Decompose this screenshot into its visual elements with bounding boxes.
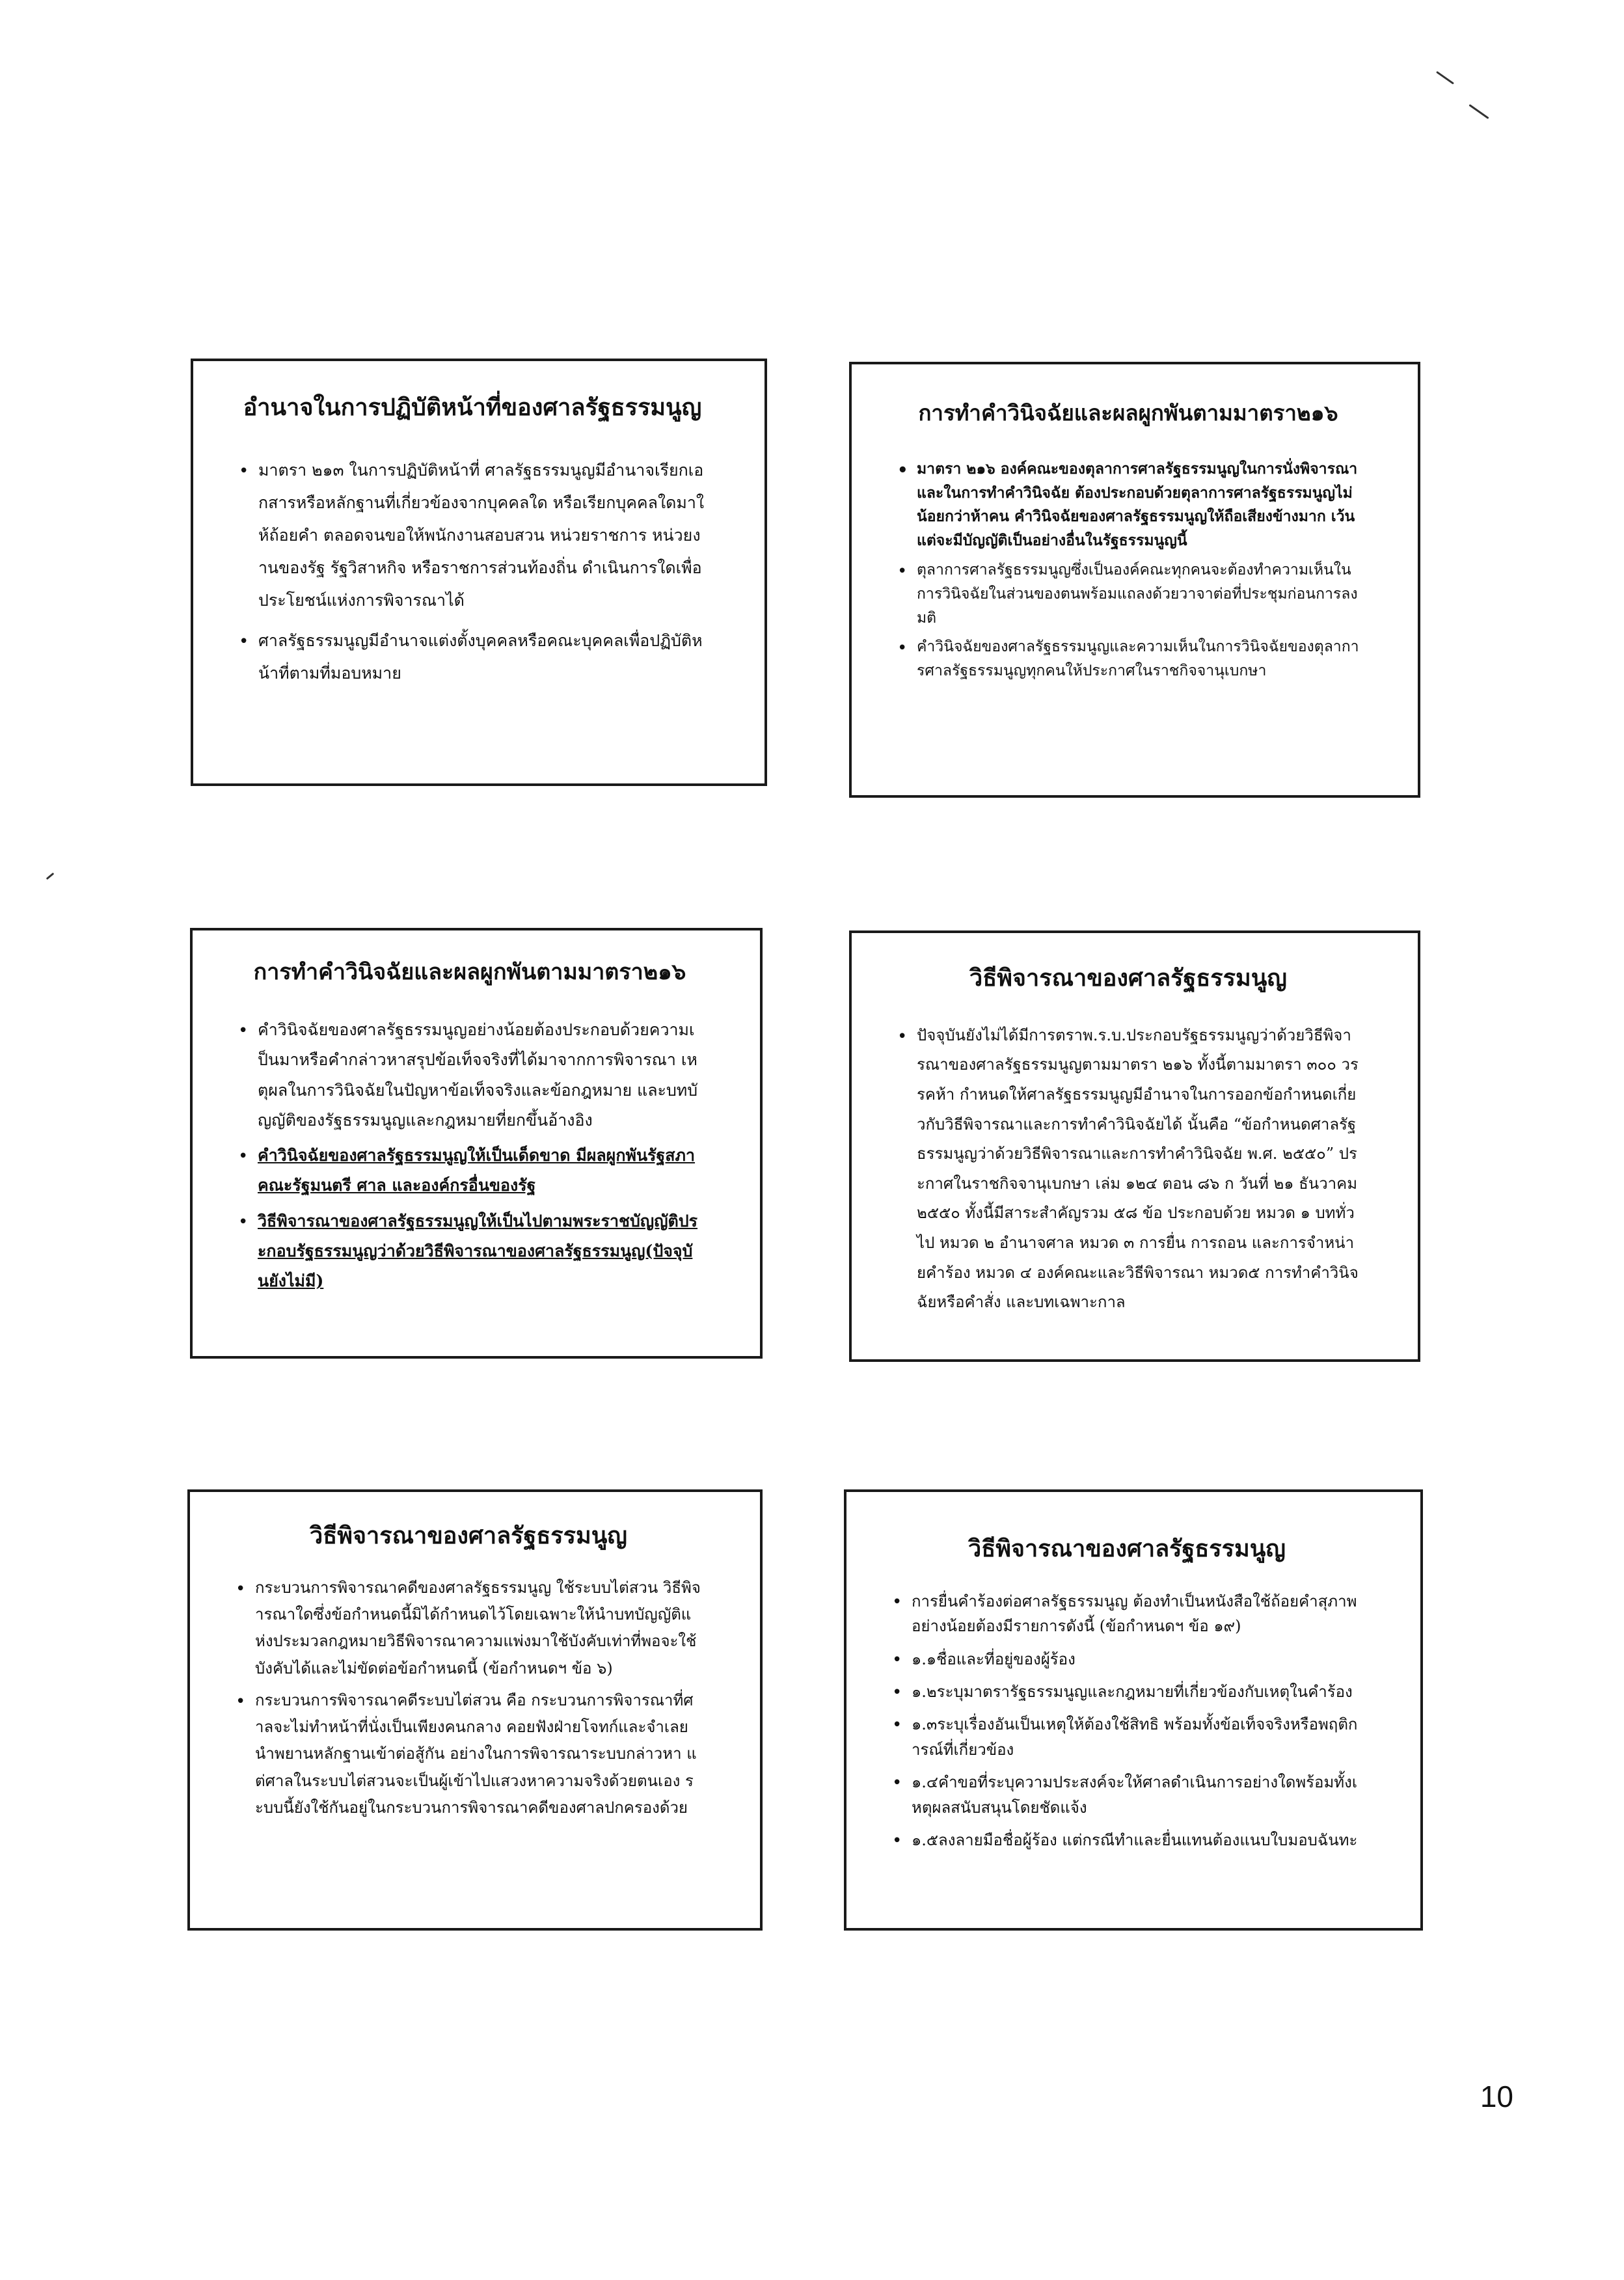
bullet-icon: • — [239, 631, 249, 651]
slide-title: อำนาจในการปฏิบัติหน้าที่ของศาลรัฐธรรมนูญ — [243, 394, 702, 421]
slide-title: การทำคำวินิจฉัยและผลผูกพันตามมาตรา๒๑๖ — [253, 959, 686, 985]
bullet-list — [239, 454, 706, 690]
slide-1 — [191, 359, 767, 786]
bullet-icon: • — [892, 1830, 902, 1851]
slide-2 — [849, 362, 1420, 798]
slide-title: วิธีพิจารณาของศาลรัฐธรรมนูญ — [969, 964, 1287, 992]
slide-4 — [849, 930, 1420, 1362]
bullet-item: • ๑.๔คำขอที่ระบุความประสงค์จะให้ศาลดำเนินการอย่างใดพร้อมทั้งเหตุผลสนับสนุนโดยชัดแจ้ง — [892, 1770, 1362, 1820]
bullet-item: • ศาลรัฐธรรมนูญมีอำนาจแต่งตั้งบุคคลหรือคณะบุคคลเพื่อปฏิบัติหน้าที่ตามที่มอบหมาย — [239, 625, 706, 690]
scan-mark — [1436, 71, 1454, 85]
slide-title: วิธีพิจารณาของศาลรัฐธรรมนูญ — [310, 1522, 627, 1549]
bullet-item: • ๑.๕ลงลายมือชื่อผู้ร้อง แต่กรณีทำและยื่นแทนต้องแนบใบมอบฉันทะ — [892, 1828, 1362, 1853]
bullet-icon: • — [238, 1147, 249, 1167]
bullet-list — [897, 1021, 1359, 1318]
bullet-icon: • — [892, 1649, 902, 1670]
bullet-icon: • — [239, 461, 249, 481]
bullet-item: • ปัจจุบันยังไม่ได้มีการตราพ.ร.บ.ประกอบรัฐธรรมนูญว่าด้วยวิธีพิจารณาของศาลรัฐธรรมนูญตามมาตรา ๒๑๖ ทั้งนี้ตามมาตรา ๓๐๐ วรรคห้า กำหนดให้ศาลรัฐธรรมนูญมีอำนาจในการออกข้อกำหนดเกี่ยวกับวิธีพิจารณาและการทำคำวินิจฉัยได้ นั้นคือ “ข้อกำหนดศาลรัฐธรรมนูญว่าด้วยวิธีพิจารณาและการทำคำวินิจฉัย พ.ศ. ๒๕๕๐” ประกาศในราชกิจจานุเบกษา เล่ม ๑๒๔ ตอน ๘๖ ก วันที่ ๒๑ ธันวาคม ๒๕๕๐ ทั้งนี้มีสาระสำคัญรวม ๕๘ ข้อ ประกอบด้วย หมวด ๑ บททั่วไป หมวด ๒ อำนาจศาล หมวด ๓ การยื่น การถอน และการจำหน่ายคำร้อง หมวด ๔ องค์คณะและวิธีพิจารณา หมวด๕ การทำคำวินิจฉัยหรือคำสั่ง และบทเฉพาะกาล — [897, 1021, 1359, 1318]
bullet-item: • คำวินิจฉัยของศาลรัฐธรรมนูญให้เป็นเด็ดขาด มีผลผูกพันรัฐสภา คณะรัฐมนตรี ศาล และองค์กรอื่นของรัฐ — [238, 1141, 701, 1201]
bullet-list — [897, 457, 1359, 683]
bullet-icon: • — [892, 1715, 902, 1735]
bullet-list — [238, 1015, 701, 1296]
bullet-item: • กระบวนการพิจารณาคดีของศาลรัฐธรรมนูญ ใช้ระบบไต่สวน วิธีพิจารณาใดซึ่งข้อกำหนดนี้มิได้กำหนดไว้โดยเฉพาะให้นำบทบัญญัติแห่งประมวลกฎหมายวิธีพิจารณาความแพ่งมาใช้บังคับเท่าที่พอจะใช้บังคับได้และไม่ขัดต่อข้อกำหนดนี้ (ข้อกำหนดฯ ข้อ ๖) — [236, 1575, 701, 1682]
bullet-icon: • — [892, 1773, 902, 1793]
bullet-icon: • — [238, 1021, 249, 1041]
bullet-icon: • — [892, 1682, 902, 1702]
bullet-list — [892, 1589, 1362, 1853]
page-number: 10 — [1480, 2080, 1513, 2113]
slide-5 — [187, 1489, 763, 1931]
bullet-item: • ตุลาการศาลรัฐธรรมนูญซึ่งเป็นองค์คณะทุกคนจะต้องทำความเห็นในการวินิจฉัยในส่วนของตนพร้อมแถลงด้วยวาจาต่อที่ประชุมก่อนการลงมติ — [897, 558, 1359, 630]
scan-mark — [46, 873, 55, 880]
bullet-icon: • — [892, 1592, 902, 1612]
bullet-list — [236, 1575, 701, 1821]
bullet-item: • กระบวนการพิจารณาคดีระบบไต่สวน คือ กระบวนการพิจารณาที่ศาลจะไม่ทำหน้าที่นั่งเป็นเพียงคนกลาง คอยฟังฝ่ายโจทก์และจำเลย นำพยานหลักฐานเข้าต่อสู้กัน อย่างในการพิจารณาระบบกล่าวหา แต่ศาลในระบบไต่สวนจะเป็นผู้เข้าไปแสวงหาความจริงด้วยตนเอง ระบบนี้ยังใช้กันอยู่ในกระบวนการพิจารณาคดีของศาลปกครองด้วย — [236, 1687, 701, 1821]
bullet-item: • มาตรา ๒๑๖ องค์คณะของตุลาการศาลรัฐธรรมนูญในการนั่งพิจารณาและในการทำคำวินิจฉัย ต้องประกอบด้วยตุลาการศาลรัฐธรรมนูญไม่น้อยกว่าห้าคน คำวินิจฉัยของศาลรัฐธรรมนูญให้ถือเสียงข้างมาก เว้นแต่จะมีบัญญัติเป็นอย่างอื่นในรัฐธรรมนูญนี้ — [897, 457, 1359, 553]
bullet-item: • ๑.๒ระบุมาตรารัฐธรรมนูญและกฎหมายที่เกี่ยวข้องกับเหตุในคำร้อง — [892, 1679, 1362, 1704]
slide-title: การทำคำวินิจฉัยและผลผูกพันตามมาตรา๒๑๖ — [918, 400, 1338, 426]
slide-title: วิธีพิจารณาของศาลรัฐธรรมนูญ — [968, 1535, 1286, 1562]
bullet-item: • คำวินิจฉัยของศาลรัฐธรรมนูญและความเห็นในการวินิจฉัยของตุลาการศาลรัฐธรรมนูญทุกคนให้ประกาศในราชกิจจานุเบกษา — [897, 635, 1359, 683]
bullet-icon: • — [238, 1212, 249, 1232]
bullet-item: • มาตรา ๒๑๓ ในการปฏิบัติหน้าที่ ศาลรัฐธรรมนูญมีอำนาจเรียกเอกสารหรือหลักฐานที่เกี่ยวข้องจากบุคคลใด หรือเรียกบุคคลใดมาให้ถ้อยคำ ตลอดจนขอให้พนักงานสอบสวน หน่วยราชการ หน่วยงานของรัฐ รัฐวิสาหกิจ หรือราชการส่วนท้องถิ่น ดำเนินการใดเพื่อประโยชน์แห่งการพิจารณาได้ — [239, 454, 706, 617]
bullet-icon: • — [897, 638, 908, 658]
bullet-icon: • — [236, 1691, 246, 1711]
bullet-icon: • — [897, 460, 908, 480]
slide-6 — [844, 1489, 1423, 1931]
bullet-item: • ๑.๑ชื่อและที่อยู่ของผู้ร้อง — [892, 1647, 1362, 1672]
bullet-item: • คำวินิจฉัยของศาลรัฐธรรมนูญอย่างน้อยต้องประกอบด้วยความเป็นมาหรือคำกล่าวหาสรุปข้อเท็จจริงที่ได้มาจากการพิจารณา เหตุผลในการวินิจฉัยในปัญหาข้อเท็จจริงและข้อกฎหมาย และบทบัญญัติของรัฐธรรมนูญและกฎหมายที่ยกขึ้นอ้างอิง — [238, 1015, 701, 1135]
bullet-item: • ๑.๓ระบุเรื่องอันเป็นเหตุให้ต้องใช้สิทธิ พร้อมทั้งข้อเท็จจริงหรือพฤติการณ์ที่เกี่ยวข้อง — [892, 1712, 1362, 1762]
bullet-item: • การยื่นคำร้องต่อศาลรัฐธรรมนูญ ต้องทำเป็นหนังสือใช้ถ้อยคำสุภาพอย่างน้อยต้องมีรายการดังนี้ (ข้อกำหนดฯ ข้อ ๑๙) — [892, 1589, 1362, 1639]
bullet-icon: • — [236, 1579, 246, 1599]
slide-3 — [190, 928, 763, 1359]
bullet-icon: • — [897, 562, 908, 582]
scan-mark — [1468, 104, 1489, 119]
bullet-icon: • — [897, 1026, 908, 1046]
bullet-item: • วิธีพิจารณาของศาลรัฐธรรมนูญให้เป็นไปตามพระราชบัญญัติประกอบรัฐธรรมนูญว่าด้วยวิธีพิจารณาของศาลรัฐธรรมนูญ(ปัจจุบันยังไม่มี) — [238, 1206, 701, 1297]
